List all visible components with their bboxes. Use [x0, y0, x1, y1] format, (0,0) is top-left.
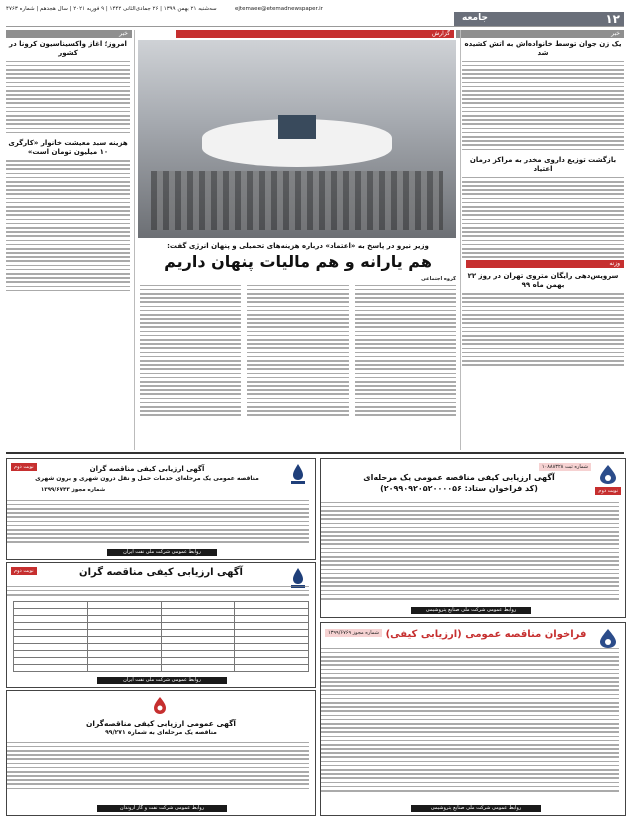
masthead-rule [6, 26, 624, 27]
section-bar [454, 12, 624, 26]
ad1-footer: روابط عمومی شرکت ملی صنایع پتروشیمی [411, 607, 531, 614]
ad5-footer: روابط عمومی شرکت ملی صنایع پتروشیمی [411, 805, 541, 812]
right-story1-title: یک زن جوان توسط خانواده‌اش به آتش کشیده شد [464, 40, 622, 57]
ad4-footer: روابط عمومی شرکت نفت و گاز اروندان [97, 805, 227, 812]
news-label-left: خبر [119, 30, 128, 37]
ad1-number: شماره ثبت ۱۰۸۸۸۳۲۸ [539, 463, 591, 471]
nioc-logo-icon [285, 463, 311, 485]
news-label: خبر [611, 30, 620, 37]
date-line: سه‌شنبه ۲۱ بهمن ۱۳۹۹ | ۲۶ جمادی‌الثانی ۱۴۴۲ | ۹ فوریه ۲۰۲۱ | سال هجدهم | شماره ۴۷۶۳ [6, 6, 217, 12]
ad1-tab: نوبت دوم [595, 487, 621, 495]
right-story3-title: سرویس‌دهی رایگان متروی تهران در روز ۲۲ بهمن ماه ۹۹ [467, 272, 619, 290]
ads-divider [6, 452, 624, 454]
ad3-table [13, 601, 309, 672]
ad4-title: آگهی عمومی ارزیابی کیفی مناقصه‌گران [85, 719, 237, 728]
ad-arvandan-tender [6, 690, 316, 816]
photo-side-text [140, 40, 210, 240]
petrochemical-logo-icon [595, 463, 621, 485]
right-story2-body [462, 177, 624, 258]
email-address: ejtemaee@etemadnewspaper.ir [235, 6, 323, 12]
left-story1-body [6, 61, 130, 134]
right-column [462, 40, 624, 450]
main-kicker: وزیر نیرو در پاسخ به «اعتماد» درباره هزینه‌های تحمیلی و پنهان انرژی گفت: [167, 242, 429, 250]
ad2-subtitle: مناقصه عمومی یک مرحله‌ای خدمات حمل و نقل درون شهری و برون شهری [35, 475, 259, 482]
arvandan-logo-icon [147, 695, 173, 717]
ad5-body [320, 645, 619, 794]
ad3-tab: نوبت دوم [11, 567, 37, 575]
ad-petrochemical-call [320, 622, 626, 816]
ad2-footer: روابط عمومی شرکت ملی نفت ایران [107, 549, 217, 556]
ad-petrochemical-tender [320, 458, 626, 618]
column-divider [460, 30, 461, 450]
main-headline: هم یارانه و هم مالیات پنهان داریم [164, 252, 432, 271]
left-story1-title: امروز؛ آغاز واکسیناسیون کرونا در کشور [9, 40, 127, 57]
ostan-label: وزنه [609, 260, 620, 268]
right-story1-body [462, 61, 624, 151]
ad3-footer: روابط عمومی شرکت ملی نفت ایران [97, 677, 227, 684]
ad1-subtitle: (کد فراخوان ستاد: ۲۰۹۹۰۹۲۰۵۲۰۰۰۰۵۶) [380, 484, 538, 493]
ad5-tab: شماره مجوز ۱۳۹۹/۶۷۶۹ [325, 629, 382, 637]
byline: گروه اجتماعی [421, 276, 456, 282]
left-story2-body [6, 160, 130, 291]
ad4-subtitle: مناقصه یک مرحله‌ای به شماره ۹۹/۲۷۱ [105, 729, 217, 736]
ad2-body [6, 497, 309, 546]
report-label: گزارش [431, 30, 450, 37]
main-body [140, 276, 456, 446]
column-divider [134, 30, 135, 450]
page-number: ۱۲ [605, 12, 620, 26]
ad1-title: آگهی ارزیابی کیفی مناقصه عمومی یک مرحله‌ای [363, 473, 555, 482]
ad-oil-transport-tender [6, 458, 316, 560]
report-label-bar [176, 30, 454, 38]
right-story3-body [462, 293, 624, 366]
ad2-number: شماره مجوز ۱۳۹۹/۶۷۴۳ [40, 487, 106, 493]
section-name: جامعه [462, 13, 488, 23]
ad-oil-quality-assessment [6, 562, 316, 688]
main-body-col2 [247, 282, 348, 419]
ad3-title: آگهی ارزیابی کیفی مناقصه گران [79, 567, 243, 578]
ad2-tab: نوبت دوم [11, 463, 37, 471]
ad1-body [320, 499, 619, 602]
ostan-label-bar [466, 260, 624, 268]
right-story2-title: بازگشت توزیع داروی مخدر به مراکز درمان اعتیاد [469, 156, 617, 174]
ad5-title: فراخوان مناقصه عمومی (ارزیابی کیفی) [385, 629, 587, 640]
ad2-title: آگهی ارزیابی کیفی مناقصه گران [89, 465, 205, 473]
ad4-body [6, 739, 309, 792]
news-label-bar-left [6, 30, 132, 38]
left-column [6, 40, 130, 450]
left-story2-title: هزینه سبد معیشت خانوار «کارگری ۱۰ میلیون تومان است» [8, 139, 128, 157]
main-body-col3 [140, 282, 241, 419]
ad3-intro [6, 583, 309, 598]
news-label-bar [456, 30, 624, 38]
main-body-col1 [355, 282, 456, 419]
